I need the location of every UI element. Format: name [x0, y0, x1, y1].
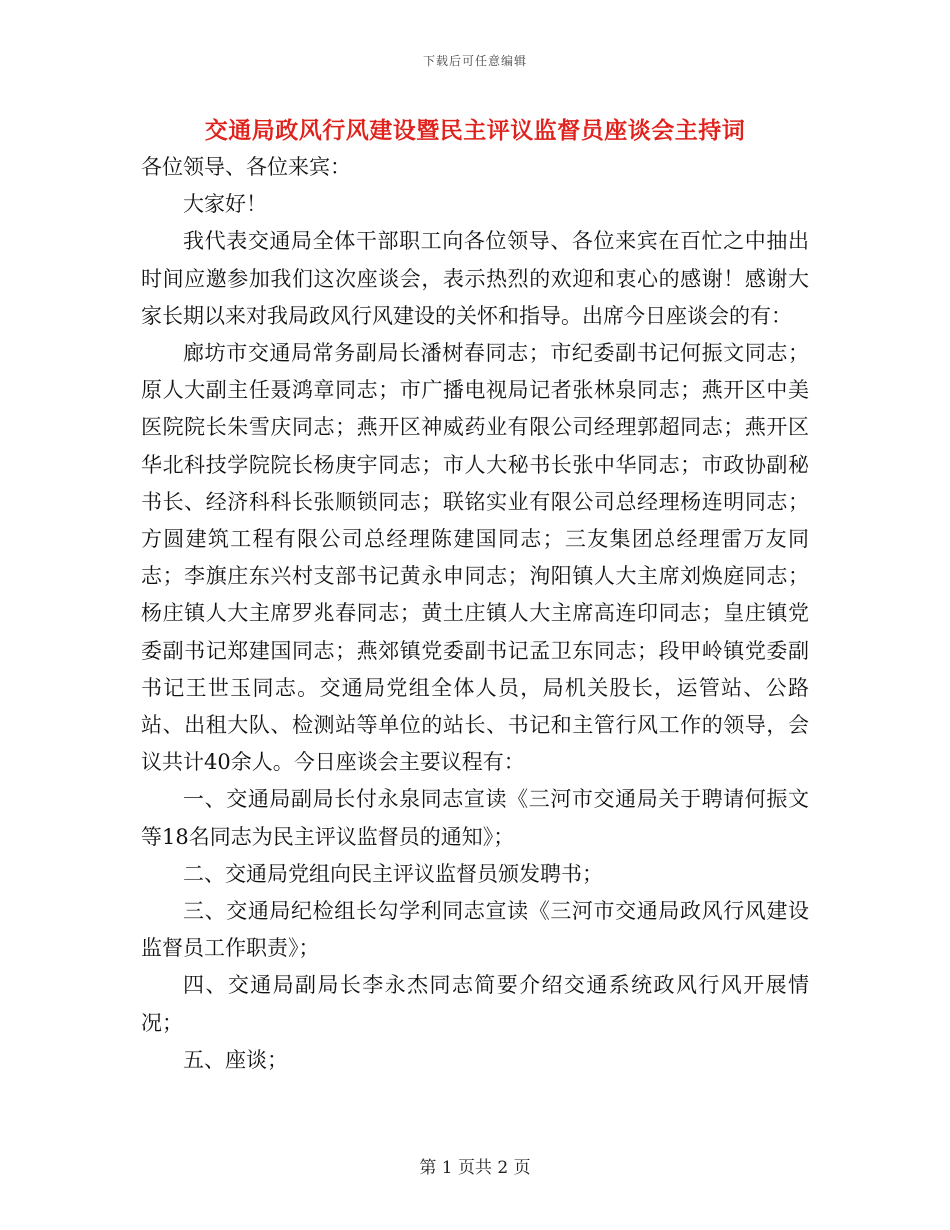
header-note: 下载后可任意编辑 [422, 54, 527, 68]
page-number: 第 1 页共 2 页 [419, 1158, 531, 1178]
agenda-item-2: 二、交通局党组向民主评议监督员颁发聘书； [183, 861, 603, 886]
agenda-item-4: 四、交通局副局长李永杰同志简要介绍交通系统政风行风开展情况； [141, 973, 809, 1035]
agenda-item-3: 三、交通局纪检组长勾学利同志宣读《三河市交通局政风行风建设监督员工作职责》； [141, 899, 809, 961]
paragraph-welcome: 我代表交通局全体干部职工向各位领导、各位来宾在百忙之中抽出时间应邀参加我们这次座谈会，表示热烈的欢迎和衷心的感谢！感谢大家长期以来对我局政风行风建设的关怀和指导。出席今日座谈会的有： [141, 229, 809, 328]
document-body [141, 149, 809, 1079]
greeting: 大家好！ [183, 192, 267, 217]
salutation: 各位领导、各位来宾： [141, 155, 351, 179]
document-title: 交通局政风行风建设暨民主评议监督员座谈会主持词 [204, 117, 746, 144]
paragraph-attendees: 廊坊市交通局常务副局长潘树春同志；市纪委副书记何振文同志；原人大副主任聂鸿章同志；市广播电视局记者张林泉同志；燕开区中美医院院长朱雪庆同志；燕开区神威药业有限公司经理郭超同志；燕开区华北科技学院院长杨庚宇同志；市人大秘书长张中华同志；市政协副秘书长、经济科科长张顺锁同志；联铭实业有限公司总经理杨连明同志；方圆建筑工程有限公司总经理陈建国同志；三友集团总经理雷万友同志；李旗庄东兴村支部书记黄永申同志；洵阳镇人大主席刘焕庭同志；杨庄镇人大主席罗兆春同志；黄土庄镇人大主席高连印同志；皇庄镇党委副书记郑建国同志；燕郊镇党委副书记孟卫东同志；段甲岭镇党委副书记王世玉同志。交通局党组全体人员，局机关股长，运管站、公路站、出租大队、检测站等单位的站长、书记和主管行风工作的领导，会议共计40余人。今日座谈会主要议程有： [141, 341, 809, 775]
agenda-item-1: 一、交通局副局长付永泉同志宣读《三河市交通局关于聘请何振文等18名同志为民主评议监督员的通知》； [141, 787, 809, 849]
agenda-item-5: 五、座谈； [183, 1047, 288, 1072]
